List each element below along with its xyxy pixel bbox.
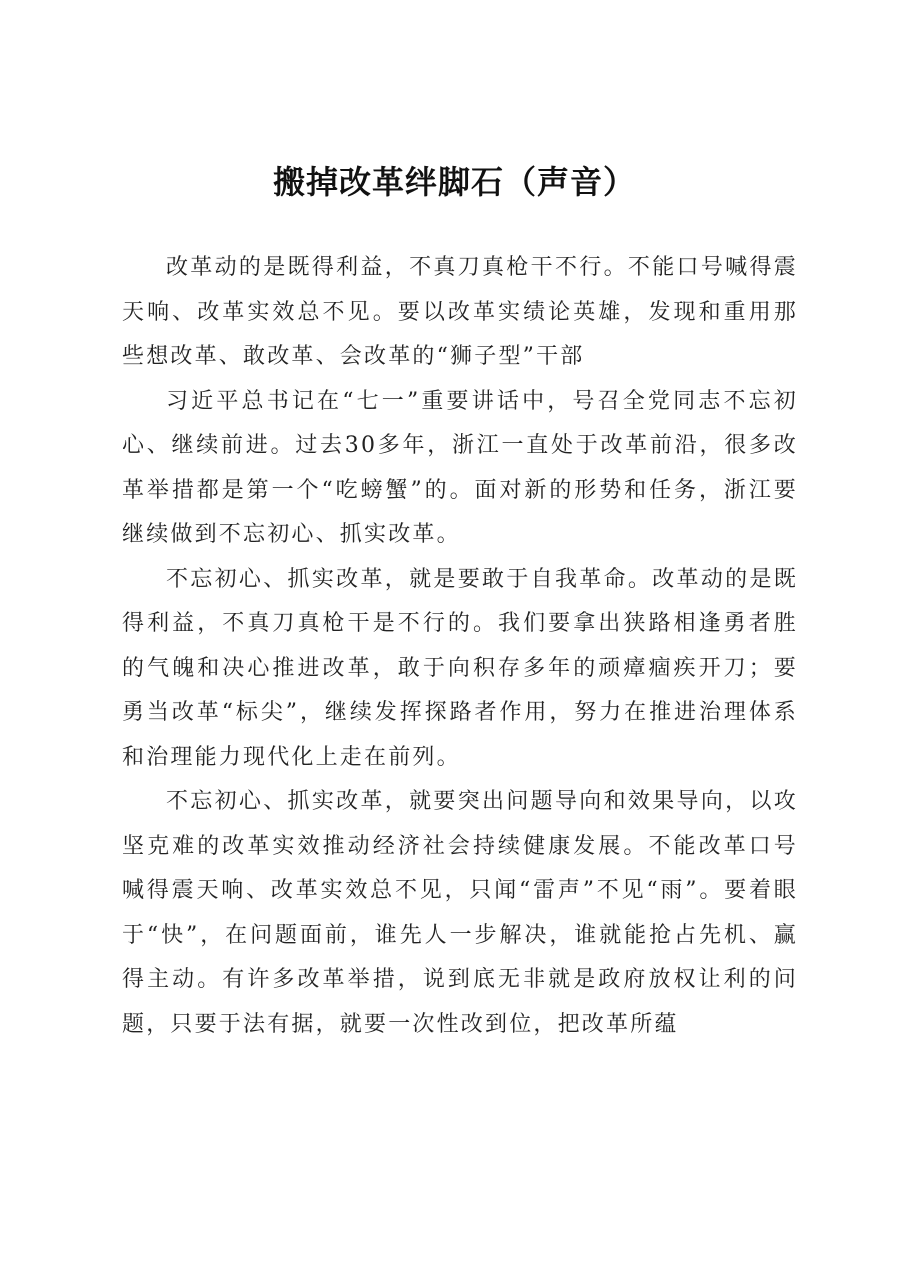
paragraph: 习近平总书记在“七一”重要讲话中，号召全党同志不忘初心、继续前进。过去30多年，浙江一直处于改革前沿，很多改革举措都是第一个“吃螃蟹”的。面对新的形势和任务，浙江要继续做到不忘初心、抓实改革。 <box>122 388 798 547</box>
paragraph: 不忘初心、抓实改革，就要突出问题导向和效果导向，以攻坚克难的改革实效推动经济社会持续健康发展。不能改革口号喊得震天响、改革实效总不见，只闻“雷声”不见“雨”。要着眼于“快”，在问题面前，谁先人一步解决，谁就能抢占先机、赢得主动。有许多改革举措，说到底无非就是政府放权让利的问题，只要于法有据，就要一次性改到位，把改革所蕴 <box>122 789 798 1037</box>
document-title: 搬掉改革绊脚石（声音） <box>272 163 636 201</box>
paragraph: 改革动的是既得利益，不真刀真枪干不行。不能口号喊得震天响、改革实效总不见。要以改革实绩论英雄，发现和重用那些想改革、敢改革、会改革的“狮子型”干部 <box>122 255 798 369</box>
paragraph: 不忘初心、抓实改革，就是要敢于自我革命。改革动的是既得利益，不真刀真枪干是不行的。我们要拿出狭路相逢勇者胜的气魄和决心推进改革，敢于向积存多年的顽瘴痼疾开刀；要勇当改革“标尖”，继续发挥探路者作用，努力在推进治理体系和治理能力现代化上走在前列。 <box>122 566 798 770</box>
document-body <box>122 246 798 1047</box>
